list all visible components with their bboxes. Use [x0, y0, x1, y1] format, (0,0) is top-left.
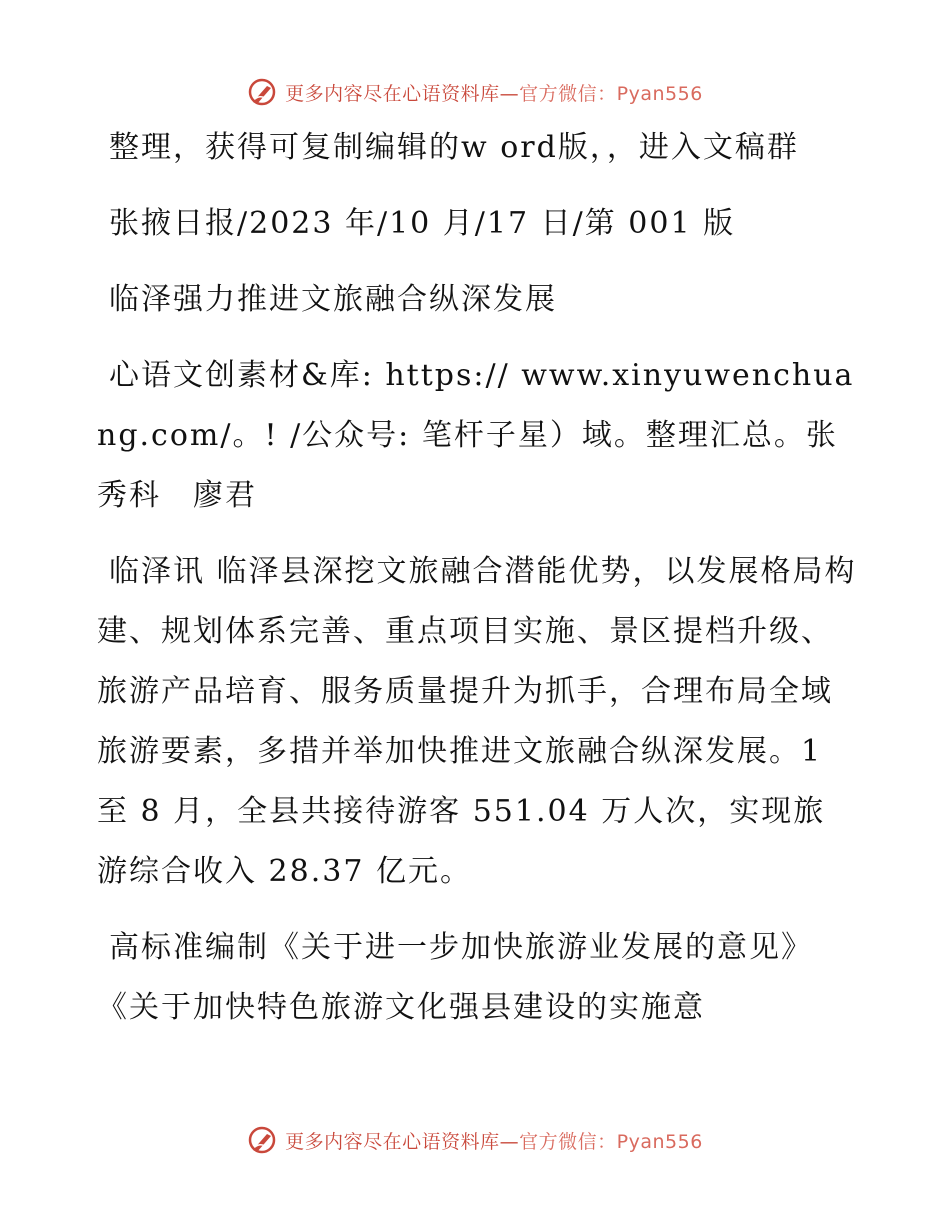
footer-banner: [0, 1120, 950, 1160]
banner-wechat: 官方微信：Pyan556: [519, 1130, 703, 1153]
banner-text: [285, 79, 703, 106]
body-paragraph: 临泽讯 临泽县深挖文旅融合潜能优势，以发展格局构建、规划体系完善、重点项目实施、景区提档升级、旅游产品培育、服务质量提升为抓手，合理布局全域旅游要素，多措并举加快推进文旅融合纵深发展。1 至 8 月，全县共接待游客 551.04 万人次，实现旅游综合收入 28.37 亿元。: [97, 554, 857, 889]
source-line: 张掖日报/2023 年/10 月/17 日/第 001 版: [109, 206, 736, 241]
header-banner: [0, 72, 950, 112]
intro-paragraph: 整理，获得可复制编辑的w ord版，，进入文稿群: [109, 130, 799, 165]
banner-title: 更多内容尽在心语资料库—: [285, 1130, 520, 1153]
banner-wechat: 官方微信：Pyan556: [519, 82, 703, 105]
article-title: 临泽强力推进文旅融合纵深发展: [109, 282, 557, 317]
pen-logo-icon: [247, 77, 277, 107]
attribution-paragraph: 心语文创素材&库: https:// www.xinyuwenchuang.com/。! /公众号: 笔杆子星）域。整理汇总。张秀科 廖君: [97, 358, 855, 513]
banner-text: [285, 1127, 703, 1154]
body-paragraph: 高标准编制《关于进一步加快旅游业发展的意见》《关于加快特色旅游文化强县建设的实施意: [97, 930, 813, 1025]
banner-title: 更多内容尽在心语资料库—: [285, 82, 520, 105]
document-body: [97, 118, 857, 1054]
pen-logo-icon: [247, 1125, 277, 1155]
